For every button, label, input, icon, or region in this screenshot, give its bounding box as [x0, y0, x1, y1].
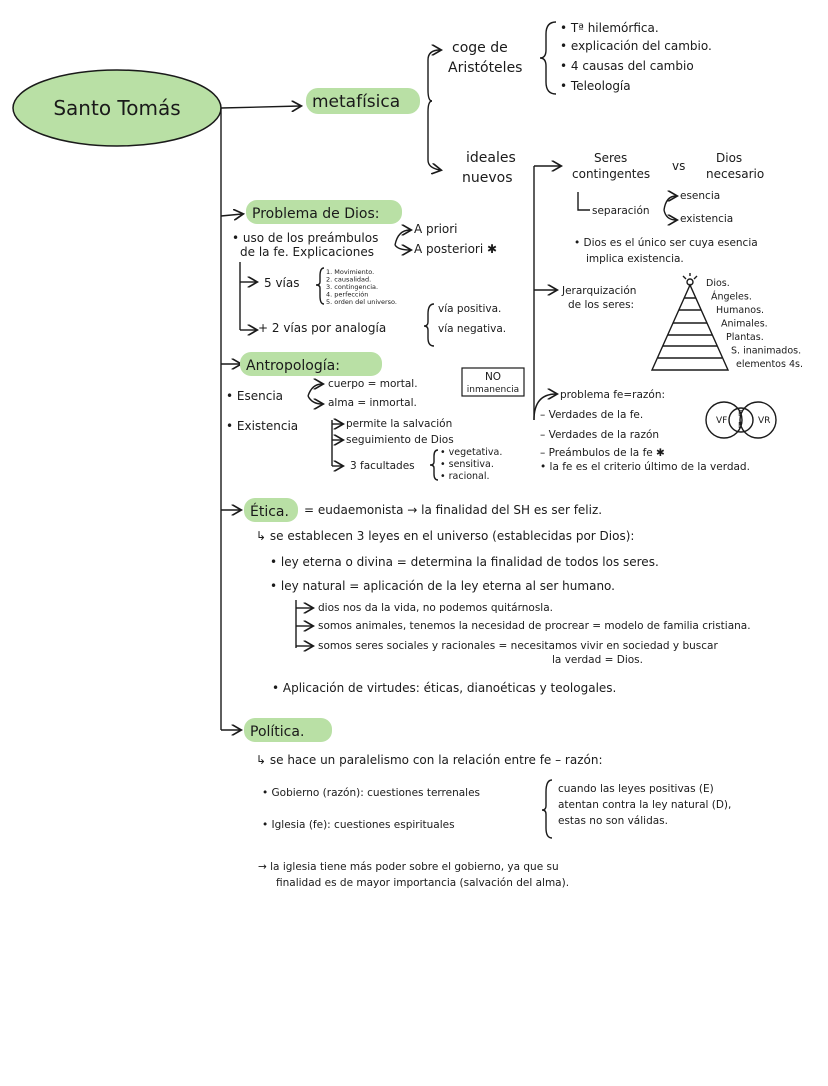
metafisica-heading: metafísica: [312, 92, 401, 112]
seres-label-1: Seres: [594, 151, 628, 165]
separacion-existencia-arrow: [664, 210, 676, 220]
etica-heading: Ética.: [250, 504, 289, 520]
aristoteles-item-4: • Teleología: [560, 79, 631, 93]
dios-label-2: necesario: [706, 167, 765, 181]
venn-middle: P: [738, 409, 743, 418]
politica-brace: [542, 780, 552, 838]
separacion-label: separación: [592, 205, 650, 217]
dios-note-2: implica existencia.: [586, 253, 684, 265]
pyramid-level: S. inanimados.: [731, 345, 802, 357]
aristoteles-label-2: Aristóteles: [448, 60, 523, 76]
jerarquizacion-label-2: de los seres:: [568, 299, 635, 311]
venn-diagram: [706, 402, 776, 438]
uso-line-2: de la fe. Explicaciones: [240, 245, 374, 259]
pyramid-level: Dios.: [706, 278, 730, 289]
aposteriori-arrow: [395, 245, 410, 250]
alma: alma = inmortal.: [328, 397, 417, 409]
ideales-label-1: ideales: [466, 150, 516, 166]
via-item: 2. causalidad.: [326, 275, 372, 284]
natural-cont: la verdad = Dios.: [552, 654, 643, 666]
esencia-label: • Esencia: [226, 389, 283, 403]
pyramid-level: elementos 4s.: [736, 359, 803, 370]
pyramid-level: Animales.: [721, 318, 768, 330]
aristoteles-brace: [540, 22, 556, 94]
a-priori: A priori: [414, 222, 458, 236]
apriori-arrow: [395, 230, 410, 245]
no-label: NO: [484, 371, 502, 383]
uso-line-1: • uso de los preámbulos: [232, 231, 379, 245]
pyramid-labels: [706, 278, 803, 370]
politica-heading: Política.: [250, 724, 305, 740]
seres-label-2: contingentes: [572, 167, 651, 181]
facultades-brace: [430, 450, 438, 480]
jerarquizacion-label-1: Jerarquización: [562, 285, 637, 297]
sensitiva: • sensitiva.: [440, 459, 494, 470]
via-item: 5. orden del universo.: [326, 298, 397, 306]
conclusion-1: → la iglesia tiene más poder sobre el gobierno, ya que su: [258, 861, 559, 873]
existencia-label: • Existencia: [226, 419, 299, 433]
leyes-intro: ↳ se establecen 3 leyes en el universo (establecidas por Dios):: [256, 529, 635, 543]
dos-vias: + 2 vías por analogía: [258, 321, 387, 335]
salvacion: permite la salvación: [346, 418, 453, 430]
cinco-vias: 5 vías: [264, 276, 300, 290]
fe-item-3: – Preámbulos de la fe ✱: [540, 447, 665, 459]
via-item: 4. perfección: [326, 290, 369, 299]
brace-ideales: [428, 101, 440, 170]
fe-item-1: – Verdades de la fe.: [540, 409, 644, 421]
ley-natural: • ley natural = aplicación de la ley eterna al ser humano.: [270, 579, 615, 593]
ley-eterna: • ley eterna o divina = determina la finalidad de todos los seres.: [270, 555, 659, 569]
separacion-esencia-arrow: [664, 196, 676, 210]
etica-def: = eudaemonista → la finalidad del SH es ser feliz.: [304, 503, 603, 517]
via-item: 1. Movimiento.: [326, 268, 375, 276]
connector-metafisica: [221, 106, 300, 108]
fe-item-4: • la fe es el criterio último de la verdad.: [540, 461, 750, 473]
virtudes: • Aplicación de virtudes: éticas, dianoéticas y teologales.: [272, 681, 617, 695]
conclusion-2: finalidad es de mayor importancia (salvación del alma).: [276, 877, 570, 889]
natural-item-1: dios nos da la vida, no podemos quitárnosla.: [318, 602, 553, 614]
vias-items: [326, 268, 397, 306]
dios-note-1: • Dios es el único ser cuya esencia: [574, 237, 758, 249]
fe-item-2: – Verdades de la razón: [540, 429, 660, 441]
politica-intro: ↳ se hace un paralelismo con la relación entre fe – razón:: [256, 753, 603, 767]
inmanencia-label: inmanencia: [466, 385, 520, 395]
cuerpo: cuerpo = mortal.: [328, 378, 418, 390]
iglesia: • Iglesia (fe): cuestiones espirituales: [262, 819, 455, 831]
venn-middle2: F: [738, 421, 743, 430]
title-text: Santo Tomás: [53, 96, 181, 120]
via-positiva: vía positiva.: [438, 303, 502, 315]
brace-aristoteles: [428, 50, 440, 101]
separacion-hook: [578, 192, 590, 210]
vias-brace: [316, 268, 324, 304]
seguimiento: seguimiento de Dios: [346, 434, 454, 446]
separacion-existencia: existencia: [680, 213, 734, 225]
a-posteriori: A posteriori ✱: [414, 242, 498, 256]
vs-label: vs: [672, 159, 686, 173]
pyramid-level: Plantas.: [726, 332, 764, 343]
antropologia-heading: Antropología:: [246, 358, 340, 374]
pyramid-level: Ángeles.: [711, 291, 752, 303]
aristoteles-item-1: • Tª hilemórfica.: [560, 21, 659, 35]
aristoteles-item-2: • explicación del cambio.: [560, 39, 712, 53]
ideales-label-2: nuevos: [462, 170, 513, 186]
vegetativa: • vegetativa.: [440, 447, 503, 458]
connector-problema: [221, 214, 242, 216]
natural-item-3: somos seres sociales y racionales = necesitamos vivir en sociedad y buscar: [318, 640, 718, 652]
separacion-esencia: esencia: [680, 190, 721, 202]
racional: • racional.: [440, 471, 490, 482]
title-node: [13, 70, 221, 146]
problema-heading: Problema de Dios:: [252, 206, 380, 222]
cuerpo-arrow: [308, 384, 322, 396]
pyramid-level: Humanos.: [716, 305, 765, 316]
cuando-3: estas no son válidas.: [558, 815, 668, 827]
aristoteles-label-1: coge de: [452, 40, 508, 56]
venn-right: VR: [758, 416, 771, 426]
analogia-brace: [424, 304, 434, 346]
via-negativa: vía negativa.: [438, 323, 507, 335]
cuando-1: cuando las leyes positivas (E): [558, 783, 714, 795]
cuando-2: atentan contra la ley natural (D),: [558, 799, 732, 811]
problema-fe-label: problema fe=razón:: [560, 389, 666, 401]
aristoteles-item-3: • 4 causas del cambio: [560, 59, 694, 73]
alma-arrow: [308, 396, 322, 404]
natural-item-2: somos animales, tenemos la necesidad de procrear = modelo de familia cristiana.: [318, 620, 751, 632]
via-item: 3. contingencia.: [326, 283, 379, 291]
dios-label-1: Dios: [716, 151, 743, 165]
venn-left: VF: [716, 416, 728, 426]
facultades: 3 facultades: [350, 460, 415, 472]
gobierno: • Gobierno (razón): cuestiones terrenales: [262, 787, 481, 799]
